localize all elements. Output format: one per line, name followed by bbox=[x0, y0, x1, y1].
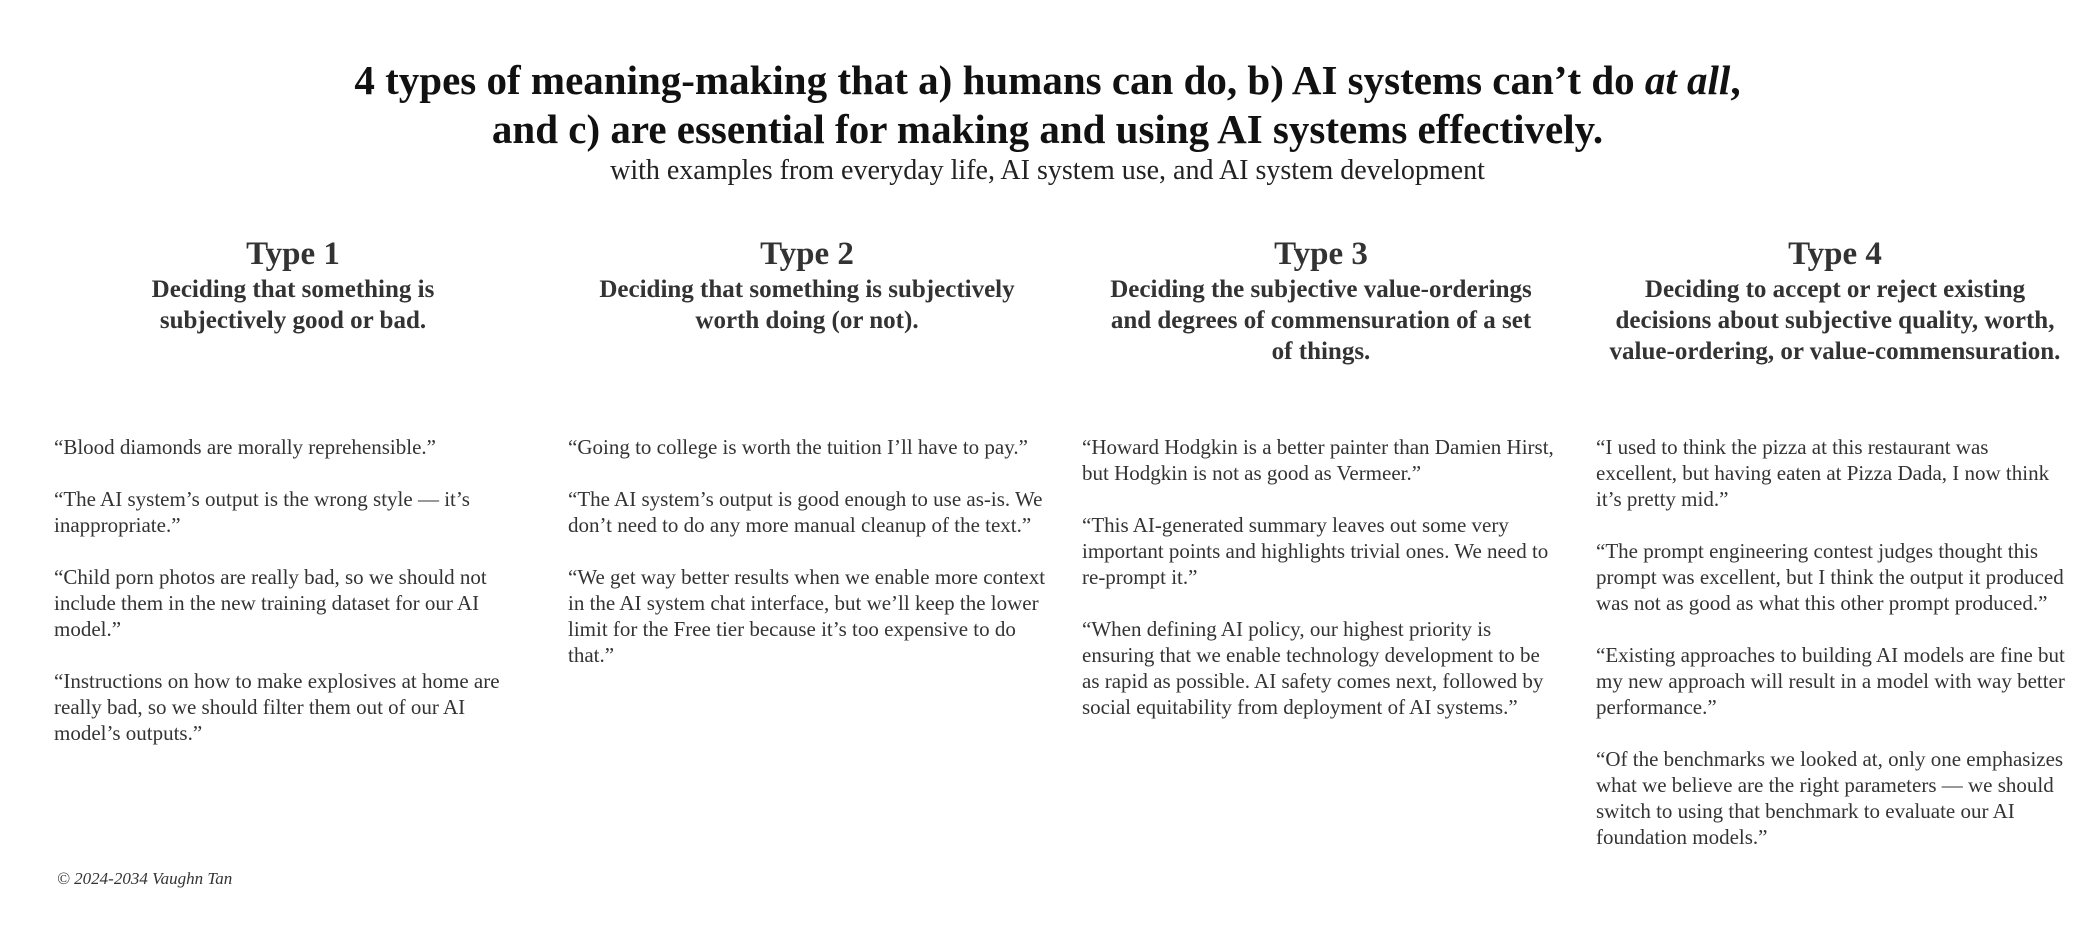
title-line-1 bbox=[354, 57, 1740, 103]
example-item: “Existing approaches to building AI models are fine but my new approach will result in a model with way better performance.” bbox=[1596, 643, 2065, 719]
types-columns bbox=[0, 234, 2095, 849]
example-item: “When defining AI policy, our highest priority is ensuring that we enable technology development to be as rapid as possible. AI safety comes next, followed by social equitability from deployment of AI systems.” bbox=[1082, 617, 1544, 719]
type-4-examples bbox=[1596, 434, 2074, 850]
type-3-description: Deciding the subjective value-orderings and degrees of commensuration of a set of things. bbox=[1110, 276, 1532, 365]
type-1-header bbox=[54, 234, 532, 434]
example-item: “I used to think the pizza at this restaurant was excellent, but having eaten at Pizza Dada, I now think it’s pretty mid.” bbox=[1596, 435, 2050, 511]
title-line-1-end: , bbox=[1730, 57, 1741, 103]
type-3-header bbox=[1082, 234, 1560, 434]
page-header bbox=[0, 56, 2095, 188]
title-line-2: and c) are essential for making and using AI systems effectively. bbox=[491, 106, 1604, 152]
type-4-description: Deciding to accept or reject existing decisions about subjective quality, worth, value-ordering, or value-commensuration. bbox=[1609, 276, 2061, 365]
type-1-column bbox=[54, 234, 532, 772]
page-subtitle: with examples from everyday life, AI system use, and AI system development bbox=[610, 155, 1485, 186]
type-2-label: Type 2 bbox=[760, 236, 854, 272]
type-3-column bbox=[1082, 234, 1560, 746]
type-2-examples bbox=[568, 434, 1046, 668]
example-item: “Blood diamonds are morally reprehensible.” bbox=[54, 435, 436, 459]
example-item: “The prompt engineering contest judges thought this prompt was excellent, but I think the output it produced was not as good as what this other prompt produced.” bbox=[1596, 539, 2064, 615]
type-1-label: Type 1 bbox=[246, 236, 340, 272]
example-item: “We get way better results when we enable more context in the AI system chat interface, but we’ll keep the lower limit for the Free tier because it’s too expensive to do that.” bbox=[568, 565, 1046, 667]
title-line-1-text: 4 types of meaning-making that a) humans can do, b) AI systems can’t do bbox=[354, 57, 1645, 103]
page-title bbox=[0, 56, 2095, 154]
example-item: “Of the benchmarks we looked at, only one emphasizes what we believe are the right parameters — we should switch to using that benchmark to evaluate our AI foundation models.” bbox=[1596, 747, 2064, 849]
example-item: “The AI system’s output is good enough to use as-is. We don’t need to do any more manual cleanup of the text.” bbox=[568, 487, 1043, 537]
example-item: “Child porn photos are really bad, so we should not include them in the new training dataset for our AI model.” bbox=[54, 565, 487, 641]
example-item: “Instructions on how to make explosives at home are really bad, so we should filter them out of our AI model’s outputs.” bbox=[54, 669, 500, 745]
example-item: “Going to college is worth the tuition I’ll have to pay.” bbox=[568, 435, 1028, 459]
type-2-header bbox=[568, 234, 1046, 434]
type-1-examples bbox=[54, 434, 532, 746]
type-4-label: Type 4 bbox=[1788, 236, 1882, 272]
type-4-column bbox=[1596, 234, 2074, 876]
type-1-description: Deciding that something is subjectively good or bad. bbox=[151, 276, 435, 334]
type-3-examples bbox=[1082, 434, 1560, 720]
example-item: “This AI-generated summary leaves out some very important points and highlights trivial ones. We need to re-prompt it.” bbox=[1082, 513, 1549, 589]
example-item: “The AI system’s output is the wrong style — it’s inappropriate.” bbox=[54, 487, 470, 537]
type-2-description: Deciding that something is subjectively worth doing (or not). bbox=[599, 276, 1015, 334]
type-3-label: Type 3 bbox=[1274, 236, 1368, 272]
copyright-notice: © 2024-2034 Vaughn Tan bbox=[57, 869, 233, 888]
example-item: “Howard Hodgkin is a better painter than Damien Hirst, but Hodgkin is not as good as Vermeer.” bbox=[1082, 435, 1554, 485]
title-emphasis: at all bbox=[1644, 57, 1731, 103]
type-2-column bbox=[568, 234, 1046, 694]
type-4-header bbox=[1596, 234, 2074, 434]
